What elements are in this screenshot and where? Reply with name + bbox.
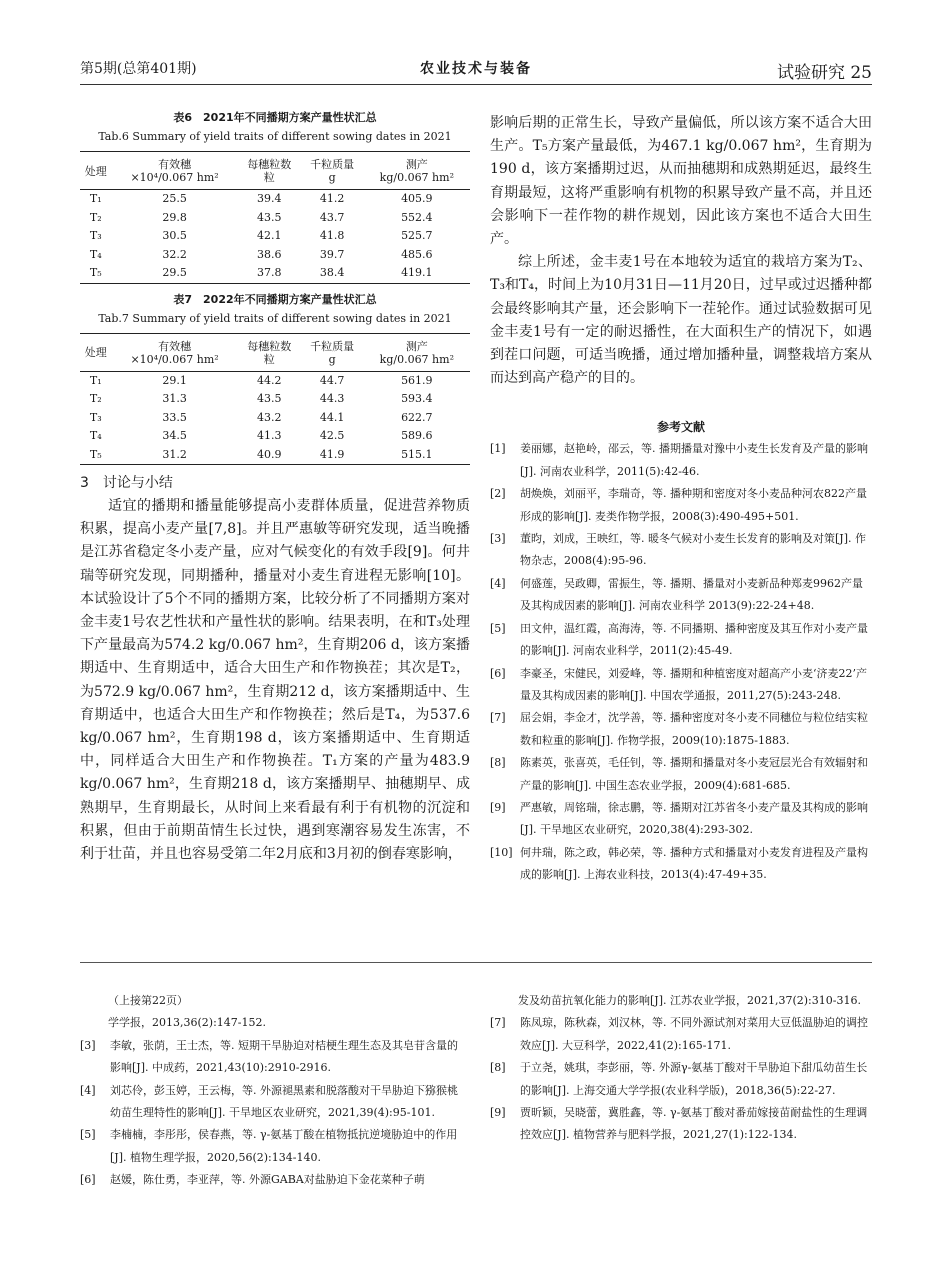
table-cell: 44.1 [319, 410, 345, 424]
references-title: 参考文献 [656, 420, 705, 435]
table-cell: 38.4 [301, 264, 364, 283]
table-cell: 31.2 [111, 446, 237, 465]
header-rule [80, 84, 872, 85]
column-header: 测产 kg/0.067 hm² [364, 152, 470, 190]
table-cell: 42.1 [256, 229, 282, 242]
page-divider [80, 962, 872, 963]
column-header: 有效穗 ×10⁴/0.067 hm² [111, 152, 237, 190]
table-cell: 29.1 [162, 373, 187, 387]
reference-item: [2] 胡焕焕，刘丽平，李瑞奇，等. 播种期和密度对冬小麦品种河农822产量形成的影响[J]. 麦类作物学报，2008(3):490-495+501. [490, 487, 867, 523]
discussion-paragraph: 适宜的播期和播量能够提高小麦群体质量，促进营养物质积累，提高小麦产量[7,8]。并且严惠敏等研究发现，适当晚播是江苏省稳定冬小麦产量，应对气候变化的有效手段[9]。何井瑞等研究发现，同期播种，播量对小麦生育进程无影响[10]。本试验设计了5个不同的播期方案，比较分析了不同播期方案对金丰麦1号农艺性状和产量性状的影响。结果表明，在和T₃处理下产量最高为574.2 kg/0.067 hm²，生育期206 d，该方案播期适中、生育期适中，适合大田生产和作物换茬；其次是T₂，为572.9 kg/0.067 hm²，生育期212 d，该方案播期适中、生育期适中，也适合大田生产和作物换茬；然后是T₄，为537.6 kg/0.067 hm²，生育期198 d，该方案播期适中、生育期适中，同样适合大田生产和作物换茬。T₁方案的产量为483.9 kg/0.067 hm²，生育期218 d，该方案播期早、抽穗期早、成熟期早，生育期最长，从时间上来看最有利于有机物的沉淀和积累，但由于前期苗情生长过快，遇到寒潮容易发生冻害，不利于壮苗，并且也容易受第二年2月底和3月初的倒春寒影响， [80, 498, 470, 863]
table-cell: 33.5 [162, 410, 187, 424]
table-cell: 43.2 [256, 410, 282, 424]
column-header: 每穗粒数 粒 [238, 152, 301, 190]
table6-caption-zh: 表6 2021年不同播期方案产量性状汇总 [173, 111, 377, 124]
reference-item: [9] 贾昕颖，吴晓蕾，冀胜鑫，等. γ-氨基丁酸对番茄嫁接苗耐盐性的生理调控效应[J]. 植物营养与肥料学报，2021,27(1):122-134. [490, 1106, 868, 1142]
table-cell: T₄ [89, 429, 102, 442]
column-header: 处理 [80, 333, 111, 371]
reference-item: [5] 田文仲，温红霞，高海涛，等. 不同播期、播种密度及其互作对小麦产量的影响[J]. 河南农业科学，2011(2):45-49. [490, 621, 868, 658]
table-cell: 593.4 [401, 392, 433, 405]
table-cell: 34.5 [162, 429, 187, 442]
table-cell: 41.8 [319, 229, 345, 242]
reference-item: [8] 于立尧，姚琪，李彭丽，等. 外源γ-氨基丁酸对干旱胁迫下甜瓜幼苗生长的影响[J]. 上海交通大学学报(农业科学版)，2018,36(5):22-27. [490, 1061, 868, 1097]
table-cell: 30.5 [162, 229, 187, 242]
table-cell: 42.5 [319, 429, 345, 442]
table-cell: 29.8 [162, 210, 187, 224]
reference-item: [9] 严惠敏，周铭瑞，徐志鹏，等. 播期对江苏省冬小麦产量及其构成的影响[J]. 干旱地区农业研究，2020,38(4):293-302. [490, 800, 868, 837]
reference-item: [7] 陈凤琼，陈秋森，刘汉林，等. 不同外源试剂对菜用大豆低温胁迫的调控效应[J]. 大豆科学，2022,41(2):165-171. [490, 1016, 868, 1052]
table-row [80, 390, 470, 409]
right-column [490, 112, 872, 887]
continued-ref-text-right: 发及幼苗抗氧化能力的影响[J]. 江苏农业学报，2021,37(2):310-316. [518, 994, 861, 1007]
table-row [80, 371, 470, 390]
column-header: 千粒质量 g [301, 152, 364, 190]
table-cell: 41.9 [301, 446, 364, 465]
table-cell: 485.6 [401, 247, 433, 261]
bottom-right-refs [490, 990, 872, 1147]
table-cell: T₂ [89, 392, 102, 405]
continued-note: （上接第22页） [108, 994, 188, 1007]
table-row [80, 446, 470, 465]
table-cell: 552.4 [401, 210, 433, 224]
table-row [80, 427, 470, 446]
table-cell: 39.4 [256, 192, 282, 205]
table-cell: 44.7 [319, 373, 345, 387]
reference-item: [7] 屈会娟，李金才，沈学善，等. 播种密度对冬小麦不同穗位与粒位结实粒数和粒重的影响[J]. 作物学报，2009(10):1875-1883. [490, 711, 868, 747]
table-cell: 40.9 [238, 446, 301, 465]
reference-item: [6] 赵媛，陈仕勇，李亚萍，等. 外源GABA对盐胁迫下金花菜种子萌 [80, 1173, 425, 1187]
reference-item: [1] 姜丽娜，赵艳岭，邵云，等. 播期播量对豫中小麦生长发育及产量的影响[J]. 河南农业科学，2011(5):42-46. [490, 442, 868, 478]
table-cell: 622.7 [401, 410, 433, 424]
table-cell: 43.5 [256, 210, 282, 224]
table-row [80, 209, 470, 228]
journal-title: 农业技术与装备 [420, 61, 532, 77]
table-cell: 43.5 [256, 392, 282, 405]
table-cell: T₄ [89, 247, 102, 261]
left-column [80, 110, 470, 866]
table6-caption-en: Tab.6 Summary of yield traits of different sowing dates in 2021 [98, 130, 452, 143]
reference-item: [4] 何盛莲，吴政卿，雷振生，等. 播期、播量对小麦新品种郑麦9962产量及其构成因素的影响[J]. 河南农业科学 2013(9):22-24+48. [490, 576, 863, 613]
column-header: 每穗粒数 粒 [238, 333, 301, 371]
table-cell: T₃ [89, 229, 102, 242]
section-heading: 3 讨论与小结 [80, 475, 173, 491]
table-cell: T₁ [89, 192, 102, 205]
reference-item: [3] 李敏，张荫，王士杰，等. 短期干旱胁迫对桔梗生理生态及其皂苷含量的影响[J]. 中成药，2021,43(10):2910-2916. [80, 1038, 458, 1075]
table-row [80, 264, 470, 283]
reference-item: [5] 李楠楠，李彤彤，侯春燕，等. γ-氨基丁酸在植物抵抗逆境胁迫中的作用[J]. 植物生理学报，2020,56(2):134-140. [80, 1128, 458, 1164]
table-cell: 43.7 [319, 210, 345, 224]
table-cell: 38.6 [256, 247, 282, 261]
bottom-left-refs [80, 990, 465, 1192]
table-cell: 525.7 [401, 229, 433, 242]
table7-caption-en: Tab.7 Summary of yield traits of different sowing dates in 2021 [98, 311, 452, 325]
table-cell: T₃ [89, 410, 102, 424]
table-row [80, 409, 470, 428]
reference-item: [3] 董昀，刘成，王映红，等. 暖冬气候对小麦生长发育的影响及对策[J]. 作物杂志，2008(4):95-96. [490, 532, 866, 568]
references-list [490, 438, 872, 886]
table6 [80, 151, 470, 284]
table-cell: T₂ [89, 210, 102, 224]
table-cell: 25.5 [162, 192, 187, 205]
table-row [80, 227, 470, 246]
table-cell: 31.3 [162, 392, 187, 405]
discussion-paragraph-cont: 影响后期的正常生长，导致产量偏低，所以该方案不适合大田生产。T₅方案产量最低，为467.1 kg/0.067 hm²，生育期为190 d，该方案播期过迟，从而抽穗期和成熟期延迟，最终生育期最短，这将严重影响有机物的积累导致产量不高，并且还会影响下一茬作物的耕作规划，因此该方案也不适合大田生产。 [490, 115, 872, 248]
table-cell: 515.1 [364, 446, 470, 465]
table-cell: 44.3 [319, 392, 345, 405]
table-cell: 419.1 [364, 264, 470, 283]
reference-item: [10] 何井瑞，陈之政，韩必荣，等. 播种方式和播量对小麦发育进程及产量构成的影响[J]. 上海农业科技，2013(4):47-49+35. [490, 845, 868, 882]
table-cell: 39.7 [319, 247, 345, 261]
table-cell: 405.9 [401, 192, 433, 205]
table-cell: 44.2 [256, 373, 282, 387]
column-header: 千粒质量 g [301, 333, 364, 371]
table-cell: 41.2 [319, 192, 345, 205]
table-cell: 29.5 [111, 264, 237, 283]
section-page-number: 试验研究 25 [776, 63, 872, 83]
column-header: 测产 kg/0.067 hm² [364, 333, 470, 371]
column-header: 有效穗 ×10⁴/0.067 hm² [111, 333, 237, 371]
table-row [80, 190, 470, 209]
table7-caption-zh: 表7 2022年不同播期方案产量性状汇总 [173, 292, 377, 306]
table-cell: 37.8 [238, 264, 301, 283]
reference-item: [4] 刘芯伶，彭玉婷，王云梅，等. 外源褪黑素和脱落酸对干旱胁迫下猕猴桃幼苗生理特性的影响[J]. 干旱地区农业研究，2021,39(4):95-101. [80, 1083, 458, 1120]
continued-ref-text: 学学报，2013,36(2):147-152. [108, 1016, 266, 1030]
table-cell: 41.3 [256, 429, 282, 442]
issue-info: 第5期(总第401期) [80, 61, 197, 77]
running-header [80, 58, 872, 83]
reference-item: [8] 陈素英，张喜英，毛任钊，等. 播期和播量对冬小麦冠层光合有效辐射和产量的影响[J]. 中国生态农业学报，2009(4):681-685. [490, 756, 868, 792]
table-cell: T₅ [80, 264, 111, 283]
column-header: 处理 [80, 152, 111, 190]
table-row [80, 246, 470, 265]
table-cell: 589.6 [401, 429, 433, 442]
table7 [80, 333, 470, 466]
table-cell: T₁ [89, 373, 102, 387]
table-cell: 561.9 [401, 373, 433, 387]
table-cell: T₅ [80, 446, 111, 465]
conclusion-paragraph: 综上所述，金丰麦1号在本地较为适宜的栽培方案为T₂、T₃和T₄，时间上为10月31日—11月20日，过早或过迟播种都会最终影响其产量，还会影响下一茬轮作。通过试验数据可见金丰麦1号有一定的耐迟播性，在大面积生产的情况下，如遇到茬口问题，可适当晚播，通过增加播种量，调整栽培方案从而达到高产稳产的目的。 [490, 254, 872, 387]
reference-item: [6] 李豪圣，宋健民，刘爱峰，等. 播期和种植密度对超高产小麦‘济麦22’产量及其构成因素的影响[J]. 中国农学通报，2011,27(5):243-248. [490, 666, 867, 702]
table-cell: 32.2 [162, 247, 187, 261]
